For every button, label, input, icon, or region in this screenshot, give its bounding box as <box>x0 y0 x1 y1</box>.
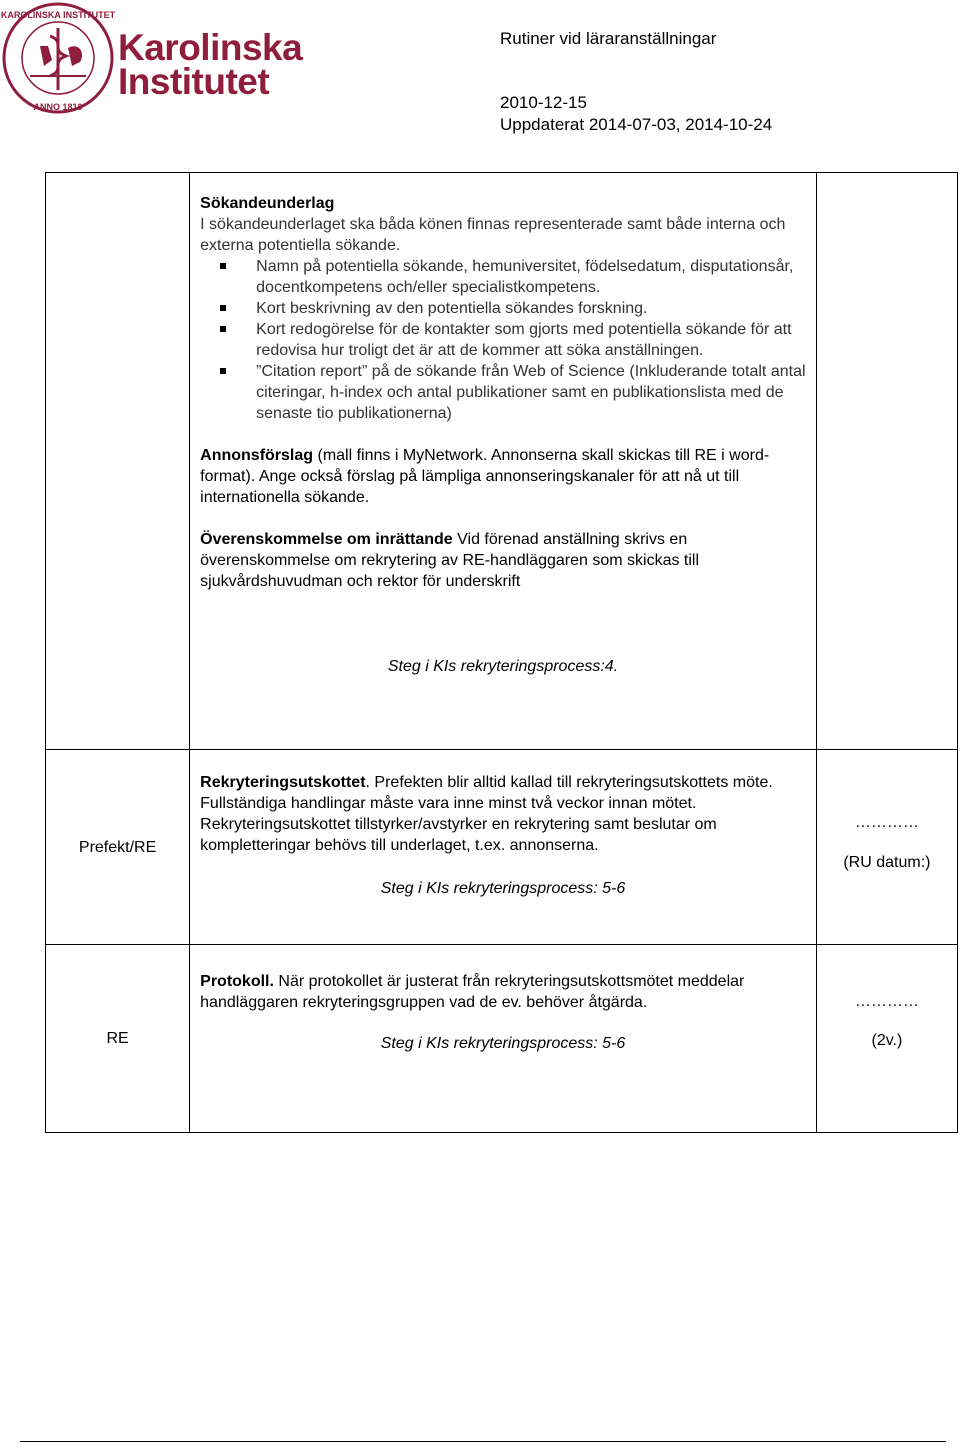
document-date: 2010-12-15 <box>500 93 587 112</box>
routine-table <box>45 172 958 1133</box>
ru-paragraph <box>200 772 806 856</box>
annons-paragraph <box>200 445 806 508</box>
protokoll-paragraph <box>200 971 806 1013</box>
annons-label: Annonsförslag <box>200 447 314 464</box>
process-step: Steg i KIs rekryteringsprocess:4. <box>387 658 619 675</box>
table-row <box>46 173 958 750</box>
role-label: Prefekt/RE <box>78 838 157 856</box>
table-row <box>46 945 958 1133</box>
content-cell <box>190 173 817 750</box>
content-cell <box>190 750 817 945</box>
list-item: ”Citation report” på de sökande från Web of Science (Inkluderande totalt antal citeringar, h-index och antal publikationer samt en publikationslista med de senaste tio publikationerna) <box>256 363 806 422</box>
list-item: Kort beskrivning av den potentiella sökandes forskning. <box>256 298 806 319</box>
document-updated: Uppdaterat 2014-07-03, 2014-10-24 <box>500 115 773 134</box>
protokoll-text: När protokollet är justerat från rekryteringsutskottsmötet meddelar handläggaren rekryteringsgruppen vad de ev. behöver åtgärda. <box>200 973 745 1011</box>
svg-text:KAROLINSKA INSTITUTET: KAROLINSKA INSTITUTET <box>0 10 116 20</box>
logo-text-line1: Karolinska <box>118 27 303 68</box>
document-title: Rutiner vid läraranställningar <box>500 29 717 48</box>
role-label: RE <box>106 1030 129 1047</box>
overens-paragraph <box>200 529 806 592</box>
role-cell <box>46 750 190 945</box>
list-item: Kort redogörelse för de kontakter som gjorts med potentiella sökande för att redovisa hur troligt det är att de kommer att söka anställningen. <box>256 319 806 361</box>
overens-label: Överenskommelse om inrättande <box>200 531 453 548</box>
process-step: Steg i KIs rekryteringsprocess: 5-6 <box>380 880 626 897</box>
content-cell <box>190 945 817 1133</box>
date-note: (2v.) <box>871 1032 903 1049</box>
role-cell <box>46 173 190 750</box>
ru-heading: Rekryteringsutskottet <box>200 774 366 791</box>
date-cell <box>816 945 957 1133</box>
date-dots: ………… <box>854 993 919 1010</box>
ki-seal-icon <box>0 0 118 118</box>
svg-text:ANNO 1810: ANNO 1810 <box>33 102 83 112</box>
ki-logo <box>0 0 303 118</box>
footer-rule <box>20 1441 946 1442</box>
protokoll-heading: Protokoll. <box>200 973 274 990</box>
list-item: Namn på potentiella sökande, hemuniversitet, födelsedatum, disputationsår, docentkompetens och/eller specialistkompetens. <box>256 256 806 298</box>
role-cell <box>46 945 190 1133</box>
date-note: (RU datum:) <box>843 854 931 871</box>
overens-text: Vid förenad anställning skrivs en överenskommelse om rekrytering av RE-handläggaren som skickas till sjukvårdshuvudman och rektor för underskrift <box>200 531 700 590</box>
annons-text: (mall finns i MyNetwork. Annonserna skall skickas till RE i word-format). Ange också förslag på lämpliga annonseringskanaler för att nå ut till internationella sökande. <box>200 447 770 506</box>
section-heading: Sökandeunderlag <box>200 195 335 212</box>
process-step: Steg i KIs rekryteringsprocess: 5-6 <box>380 1035 626 1052</box>
date-dots: ………… <box>854 814 919 831</box>
table-row <box>46 750 958 945</box>
date-cell <box>816 173 957 750</box>
bullet-list <box>200 256 806 424</box>
logo-text-line2: Institutet <box>118 61 270 102</box>
section-intro: I sökandeunderlaget ska båda könen finnas representerade samt både interna och externa potentiella sökande. <box>200 216 786 254</box>
ru-text: . Prefekten blir alltid kallad till rekryteringsutskottets möte. Fullständiga handlingar måste vara inne minst två veckor innan mötet. Rekryteringsutskottet tillstyrker/avstyrker en rekrytering samt beslutar om kompletteringar behövs till underlaget, t.ex. annonserna. <box>200 774 773 854</box>
date-cell <box>816 750 957 945</box>
